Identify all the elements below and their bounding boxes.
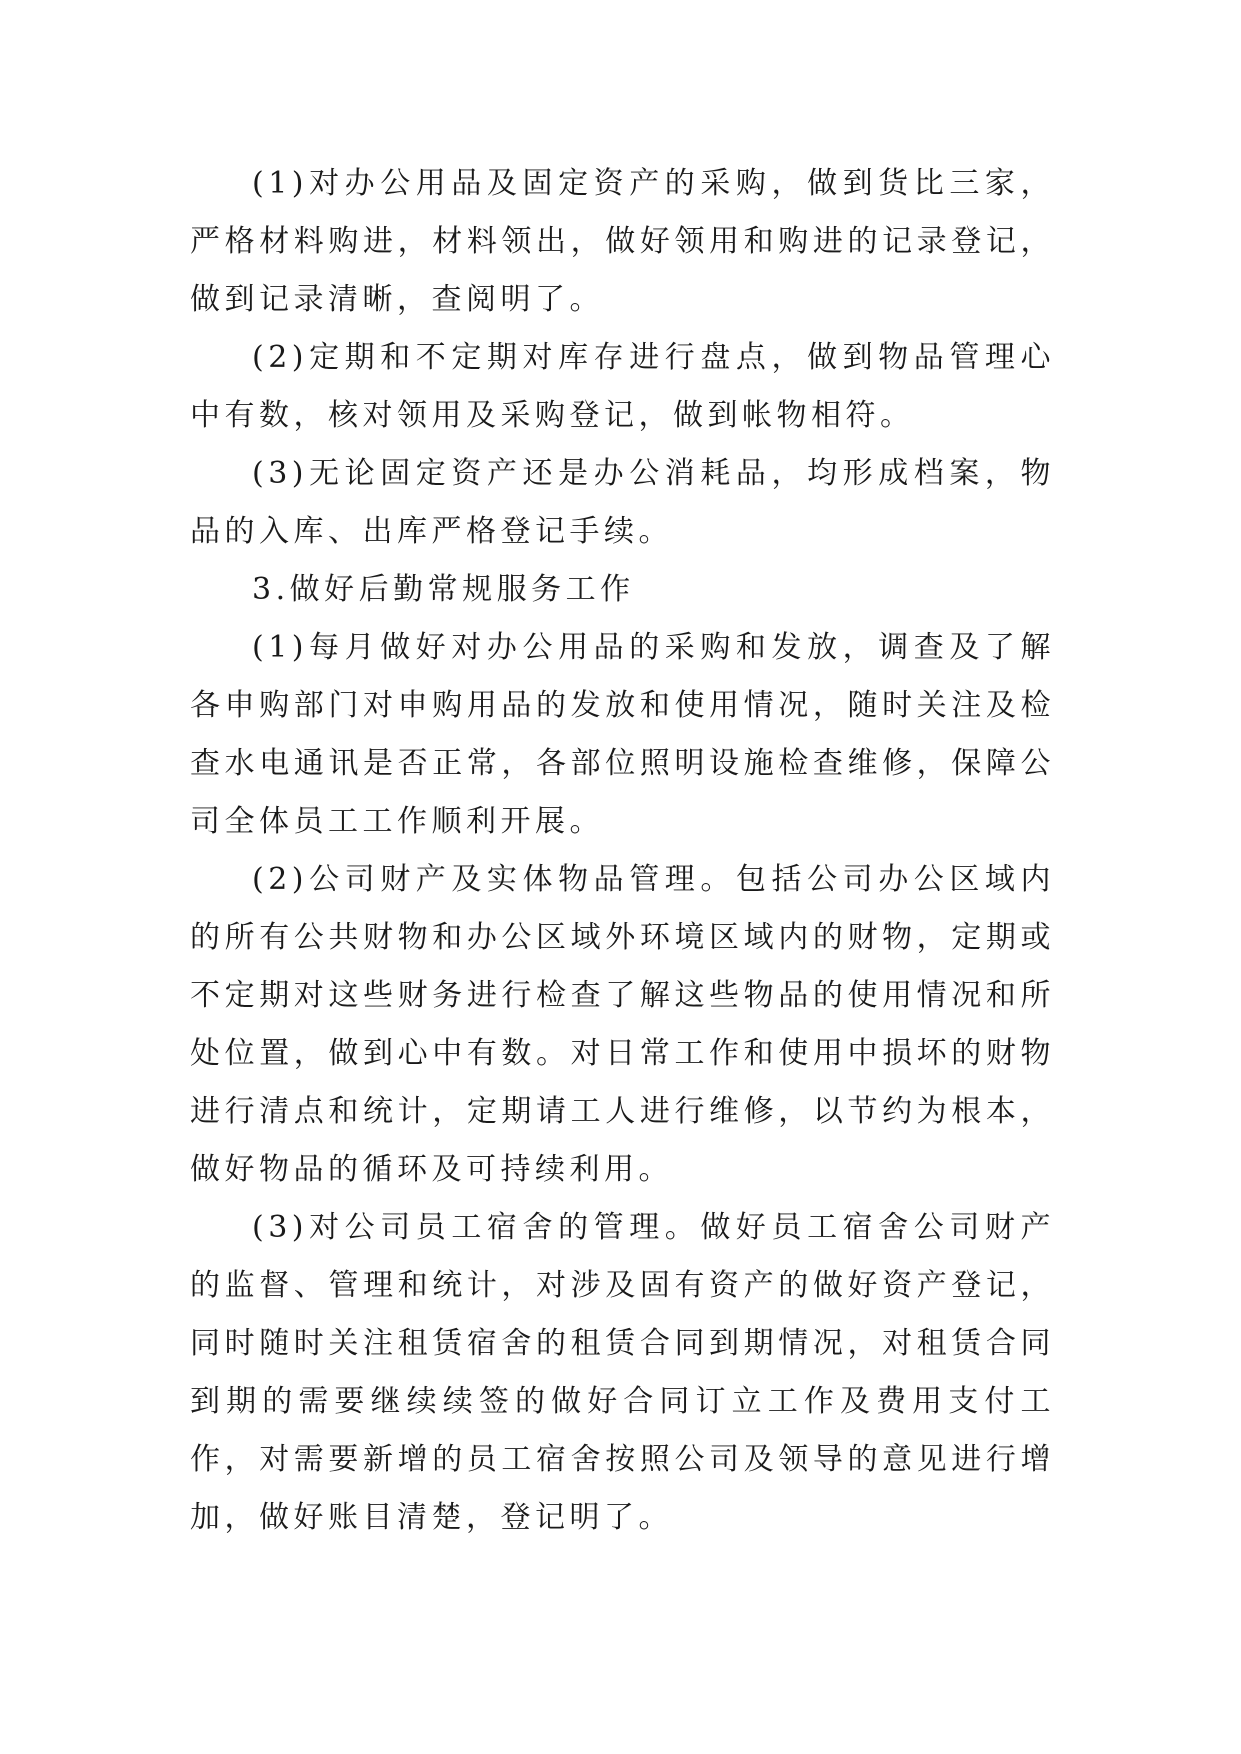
paragraph-property-management: (2)公司财产及实体物品管理。包括公司办公区域内的所有公共财物和办公区域外环境区域内的财物，定期或不定期对这些财务进行检查了解这些物品的使用情况和所处位置，做到心中有数。对日常工作和使用中损坏的财物进行清点和统计，定期请工人进行维修，以节约为根本，做好物品的循环及可持续利用。 (190, 862, 1055, 1187)
paragraph-monthly-supplies: (1)每月做好对办公用品的采购和发放，调查及了解各申购部门对申购用品的发放和使用情况，随时关注及检查水电通讯是否正常，各部位照明设施检查维修，保障公司全体员工工作顺利开展。 (190, 630, 1055, 839)
document-body (190, 155, 1055, 1547)
paragraph-asset-archive: (3)无论固定资产还是办公消耗品，均形成档案，物品的入库、出库严格登记手续。 (190, 456, 1055, 549)
paragraph-procurement: (1)对办公用品及固定资产的采购，做到货比三家，严格材料购进，材料领出，做好领用和购进的记录登记，做到记录清晰，查阅明了。 (190, 166, 1055, 317)
paragraph-dormitory-management: (3)对公司员工宿舍的管理。做好员工宿舍公司财产的监督、管理和统计，对涉及固有资产的做好资产登记，同时随时关注租赁宿舍的租赁合同到期情况，对租赁合同到期的需要继续续签的做好合同订立工作及费用支付工作，对需要新增的员工宿舍按照公司及领导的意见进行增加，做好账目清楚，登记明了。 (190, 1210, 1055, 1535)
section-heading-logistics: 3.做好后勤常规服务工作 (252, 572, 635, 607)
paragraph-inventory-check: (2)定期和不定期对库存进行盘点，做到物品管理心中有数，核对领用及采购登记，做到帐物相符。 (190, 340, 1055, 433)
